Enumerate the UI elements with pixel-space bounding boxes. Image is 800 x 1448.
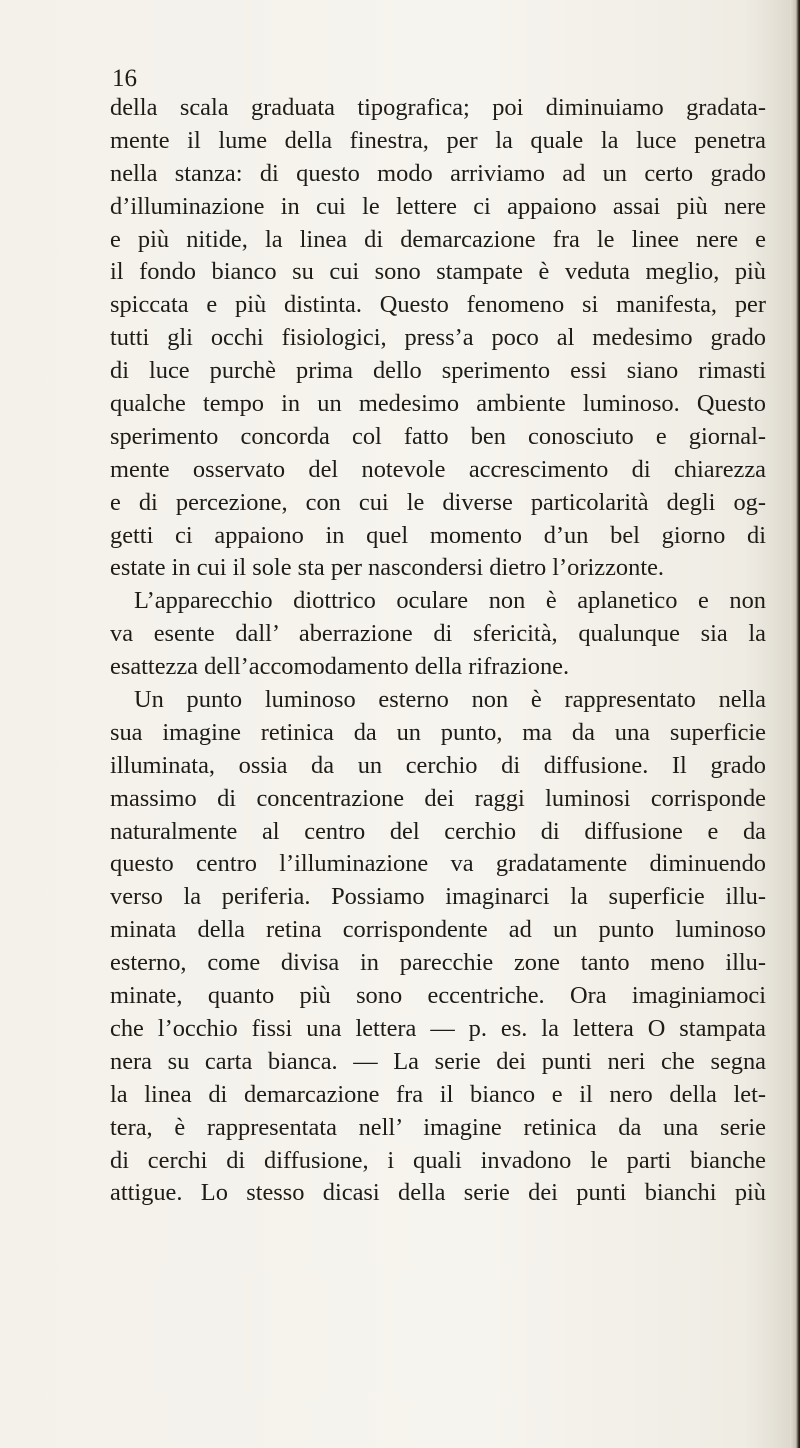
text-line: Un punto luminoso esterno non è rappresentato nella	[134, 686, 766, 714]
text-line: e più nitide, la linea di demarcazione fra le linee nere e	[110, 225, 766, 253]
text-line: tera, è rappresentata nell’ imagine retinica da una serie	[110, 1113, 766, 1141]
text-line: L’apparecchio diottrico oculare non è aplanetico e non	[134, 587, 766, 615]
text-line: e di percezione, con cui le diverse particolarità degli og-	[110, 488, 766, 516]
text-line: massimo di concentrazione dei raggi luminosi corrisponde	[110, 784, 766, 812]
body-text	[110, 92, 766, 1210]
text-line: sperimento concorda col fatto ben conosciuto e giornal-	[110, 422, 766, 450]
text-line: naturalmente al centro del cerchio di diffusione e da	[110, 817, 766, 845]
page-edge-shadow	[790, 0, 800, 1448]
text-line: che l’occhio fissi una lettera — p. es. la lettera O stampata	[110, 1014, 766, 1042]
text-line: questo centro l’illuminazione va gradatamente diminuendo	[110, 850, 766, 878]
text-line: della scala graduata tipografica; poi diminuiamo gradata-	[110, 94, 766, 121]
text-line: spiccata e più distinta. Questo fenomeno si manifesta, per	[110, 291, 766, 319]
text-line: illuminata, ossia da un cerchio di diffusione. Il grado	[110, 751, 766, 779]
text-line: mente osservato del notevole accrescimento di chiarezza	[110, 455, 766, 483]
text-line: il fondo bianco su cui sono stampate è veduta meglio, più	[110, 258, 766, 286]
text-line: attigue. Lo stesso dicasi della serie dei punti bianchi più	[110, 1179, 766, 1207]
text-line: getti ci appaiono in quel momento d’un bel giorno di	[110, 521, 766, 549]
text-line: la linea di demarcazione fra il bianco e il nero della let-	[110, 1080, 766, 1108]
text-line: nella stanza: di questo modo arriviamo ad un certo grado	[110, 159, 766, 187]
page-number: 16	[112, 65, 137, 92]
text-line: di cerchi di diffusione, i quali invadono le parti bianche	[110, 1146, 766, 1174]
text-line: verso la periferia. Possiamo imaginarci la superficie illu-	[110, 883, 766, 911]
text-line: sua imagine retinica da un punto, ma da una superficie	[110, 718, 766, 746]
text-line: esattezza dell’accomodamento della rifrazione.	[110, 653, 570, 681]
text-line: minata della retina corrispondente ad un punto luminoso	[110, 916, 766, 944]
text-line: di luce purchè prima dello sperimento essi siano rimasti	[110, 357, 766, 385]
text-line: tutti gli occhi fisiologici, press’a poco al medesimo grado	[110, 324, 766, 352]
text-line: minate, quanto più sono eccentriche. Ora imaginiamoci	[110, 982, 766, 1010]
text-line: qualche tempo in un medesimo ambiente luminoso. Questo	[110, 390, 766, 418]
text-line: va esente dall’ aberrazione di sfericità, qualunque sia la	[110, 620, 766, 648]
text-line: esterno, come divisa in parecchie zone tanto meno illu-	[110, 949, 766, 977]
text-line: d’illuminazione in cui le lettere ci appaiono assai più nere	[110, 192, 766, 220]
text-line: estate in cui il sole sta per nascondersi dietro l’orizzonte.	[110, 554, 665, 582]
text-line: nera su carta bianca. — La serie dei punti neri che segna	[110, 1047, 766, 1075]
text-line: mente il lume della finestra, per la quale la luce penetra	[110, 126, 766, 154]
